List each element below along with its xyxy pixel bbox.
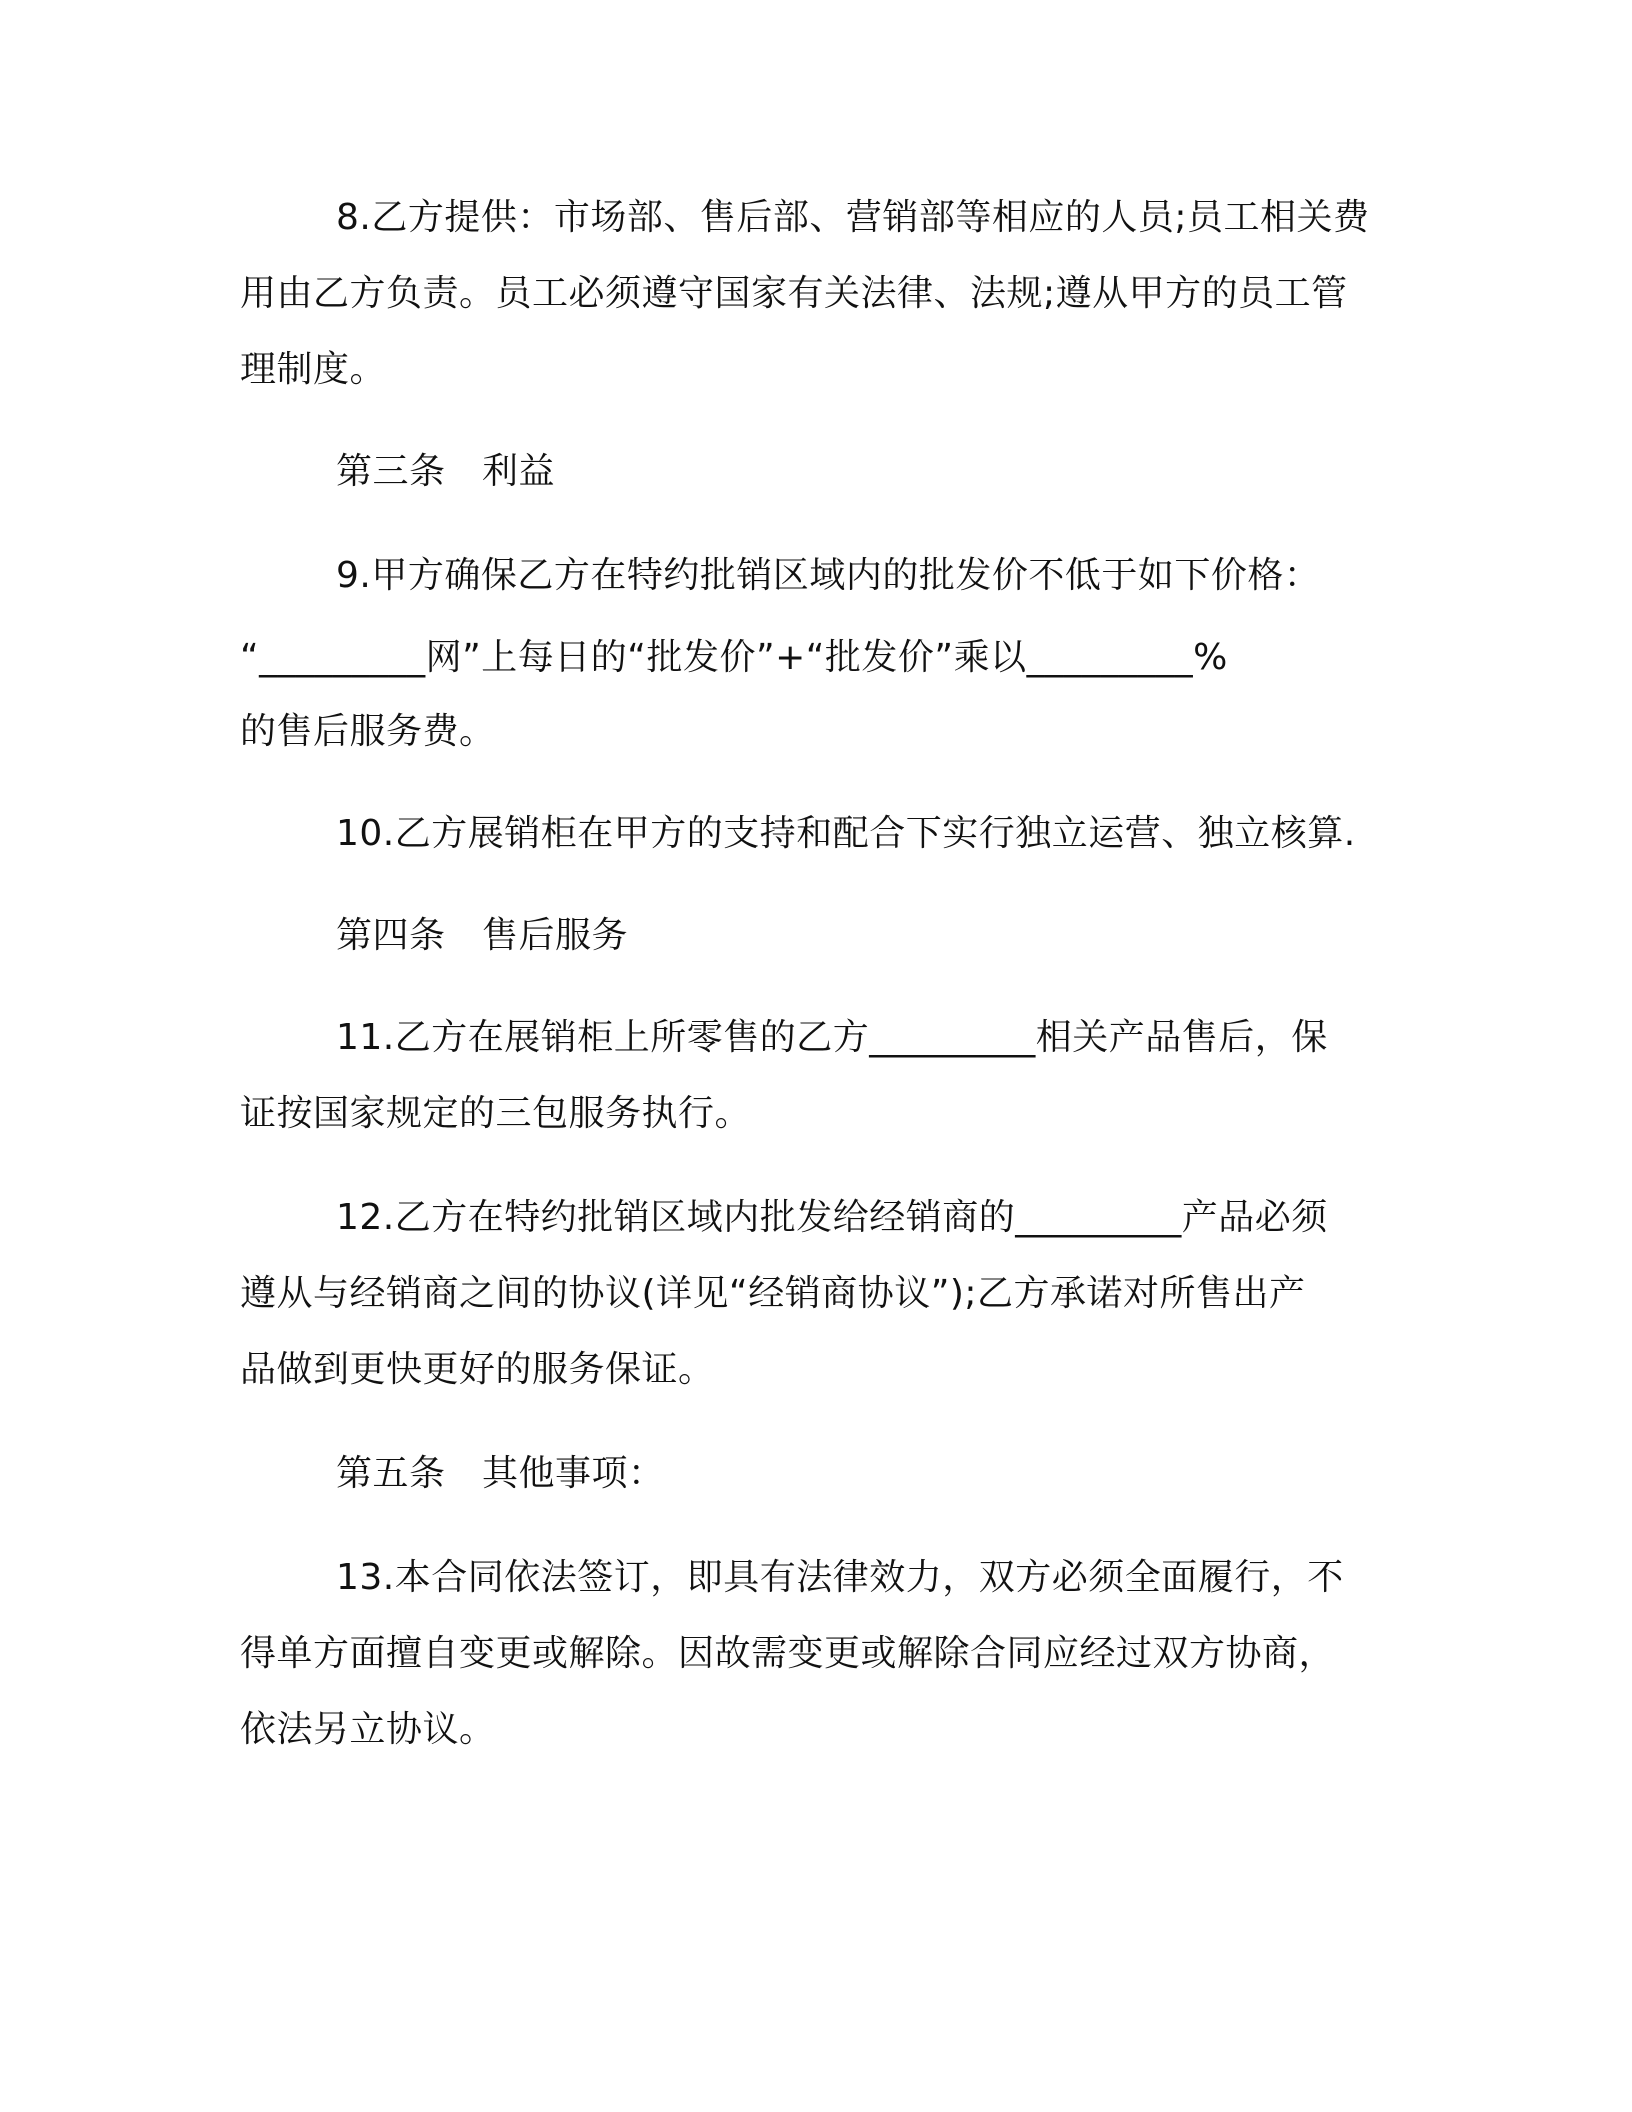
clause-8-line-3: 理制度。 <box>240 349 387 390</box>
clause-12-line-2: 遵从与经销商之间的协议(详见“经销商协议”);乙方承诺对所售出产 <box>240 1273 1306 1314</box>
article-4-heading: 第四条 售后服务 <box>336 915 629 956</box>
clause-12-line-3: 品做到更快更好的服务保证。 <box>240 1349 715 1390</box>
clause-8-line-1: 8.乙方提供：市场部、售后部、营销部等相应的人员;员工相关费 <box>336 197 1370 238</box>
clause-8-line-2: 用由乙方负责。员工必须遵守国家有关法律、法规;遵从甲方的员工管 <box>240 273 1348 314</box>
clause-9-line-1: 9.甲方确保乙方在特约批销区域内的批发价不低于如下价格： <box>336 555 1321 596</box>
clause-9-line-3: 的售后服务费。 <box>240 711 496 752</box>
clause-13-line-3: 依法另立协议。 <box>240 1709 496 1750</box>
clause-11-line-1: 11.乙方在展销柜上所零售的乙方_________相关产品售后，保 <box>336 1017 1328 1058</box>
clause-12-line-1: 12.乙方在特约批销区域内批发给经销商的_________产品必须 <box>336 1197 1328 1238</box>
clause-9-line-2: “_________网”上每日的“批发价”+“批发价”乘以_________% <box>240 637 1228 678</box>
clause-13-line-2: 得单方面擅自变更或解除。因故需变更或解除合同应经过双方协商， <box>240 1633 1336 1674</box>
article-5-heading: 第五条 其他事项： <box>336 1453 665 1494</box>
article-3-heading: 第三条 利益 <box>336 451 556 492</box>
clause-11-line-2: 证按国家规定的三包服务执行。 <box>240 1093 752 1134</box>
clause-10-line-1: 10.乙方展销柜在甲方的支持和配合下实行独立运营、独立核算. <box>336 813 1356 854</box>
clause-13-line-1: 13.本合同依法签订，即具有法律效力，双方必须全面履行，不 <box>336 1557 1344 1598</box>
